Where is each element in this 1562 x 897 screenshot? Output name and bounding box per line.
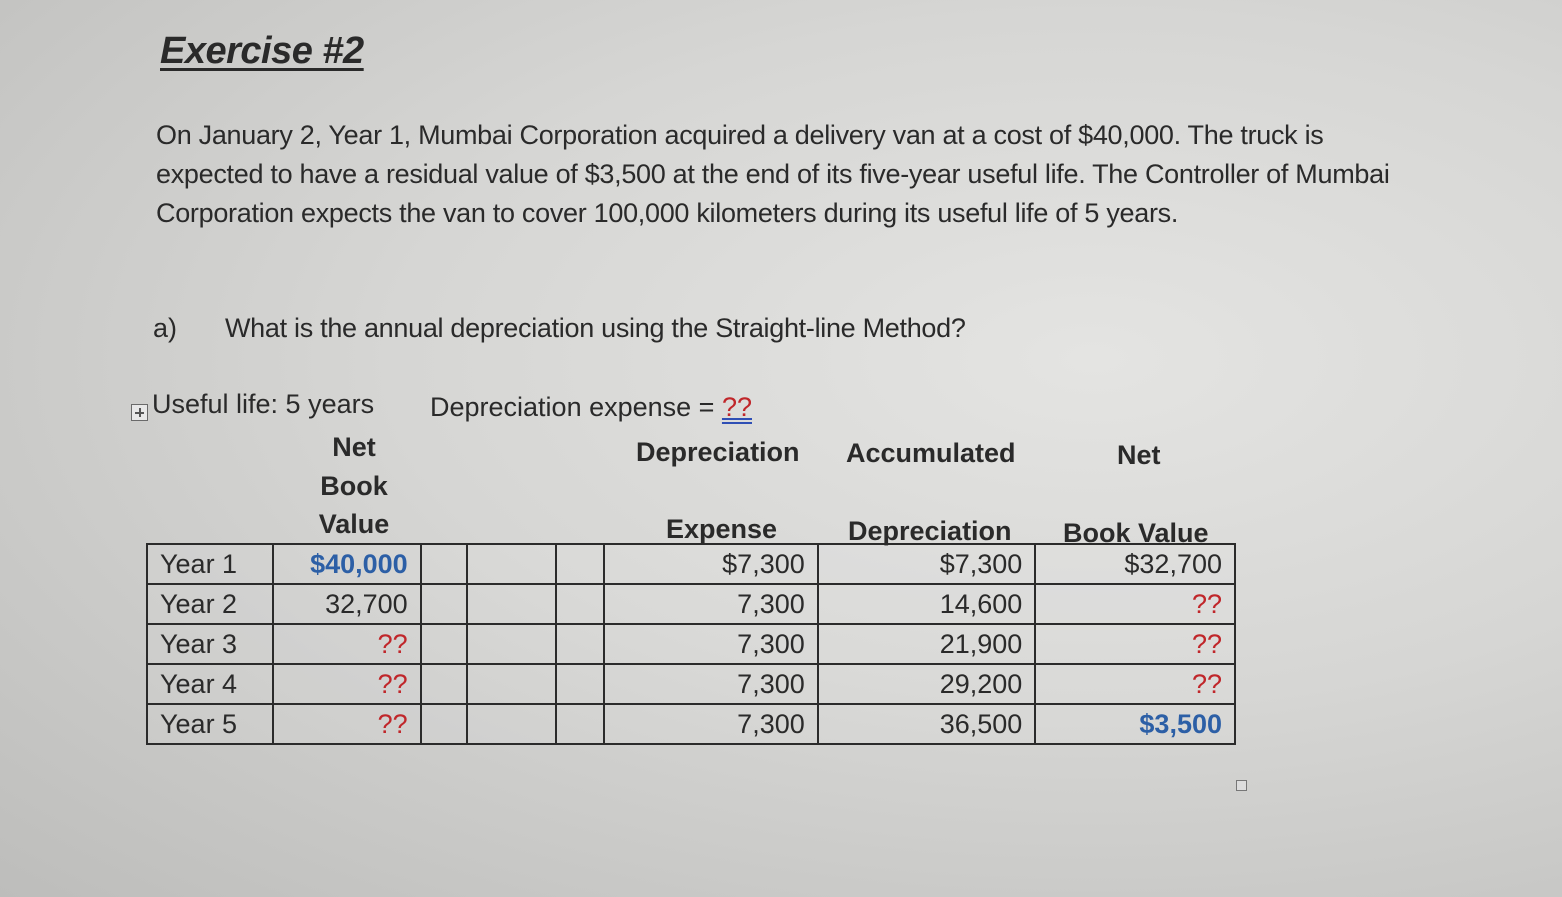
net-book-value-start-cell[interactable]: ?? bbox=[273, 704, 421, 744]
empty-cell[interactable] bbox=[421, 584, 467, 624]
table-row bbox=[147, 704, 1235, 744]
net-book-value-start-cell[interactable]: ?? bbox=[273, 624, 421, 664]
table-row bbox=[147, 584, 1235, 624]
header-nbv-line1: Net bbox=[332, 432, 376, 462]
net-book-value-end-cell[interactable]: $3,500 bbox=[1035, 704, 1235, 744]
year-cell[interactable]: Year 2 bbox=[147, 584, 273, 624]
net-book-value-start-cell[interactable]: 32,700 bbox=[273, 584, 421, 624]
equals-sign: = bbox=[691, 392, 722, 422]
net-book-value-start-cell[interactable]: $40,000 bbox=[273, 544, 421, 584]
header-nbv-line3: Value bbox=[318, 509, 390, 539]
empty-cell[interactable] bbox=[467, 704, 557, 744]
depreciation-schedule-table bbox=[146, 543, 1236, 745]
year-cell[interactable]: Year 1 bbox=[147, 544, 273, 584]
empty-cell[interactable] bbox=[467, 544, 557, 584]
header-accumulated-line2: Depreciation bbox=[848, 516, 1012, 546]
empty-cell[interactable] bbox=[467, 624, 557, 664]
empty-cell[interactable] bbox=[467, 584, 557, 624]
net-book-value-end-cell[interactable]: ?? bbox=[1035, 584, 1235, 624]
question-text: What is the annual depreciation using the Straight-line Method? bbox=[225, 313, 966, 343]
year-cell[interactable]: Year 3 bbox=[147, 624, 273, 664]
table-row bbox=[147, 664, 1235, 704]
empty-cell[interactable] bbox=[421, 664, 467, 704]
useful-life-label: Useful life: 5 years bbox=[152, 389, 375, 419]
depreciation-expense-value: ?? bbox=[721, 392, 752, 422]
question-label: a) bbox=[153, 313, 178, 343]
empty-cell[interactable] bbox=[556, 584, 604, 624]
empty-cell[interactable] bbox=[421, 544, 467, 584]
accumulated-depreciation-cell[interactable]: 14,600 bbox=[818, 584, 1036, 624]
accumulated-depreciation-cell[interactable]: 29,200 bbox=[818, 664, 1036, 704]
net-book-value-end-cell[interactable]: ?? bbox=[1035, 624, 1235, 664]
accumulated-depreciation-cell[interactable]: $7,300 bbox=[818, 544, 1036, 584]
depreciation-expense-cell[interactable]: 7,300 bbox=[604, 624, 818, 664]
expand-icon[interactable] bbox=[131, 404, 148, 421]
net-book-value-end-cell[interactable]: $32,700 bbox=[1035, 544, 1235, 584]
table-row bbox=[147, 624, 1235, 664]
table-resize-handle[interactable] bbox=[1236, 780, 1247, 791]
empty-cell[interactable] bbox=[421, 704, 467, 744]
empty-cell[interactable] bbox=[467, 664, 557, 704]
header-accumulated-line1: Accumulated bbox=[846, 438, 1016, 468]
empty-cell[interactable] bbox=[421, 624, 467, 664]
empty-cell[interactable] bbox=[556, 624, 604, 664]
page-title: Exercise #2 bbox=[160, 30, 364, 72]
accumulated-depreciation-cell[interactable]: 36,500 bbox=[818, 704, 1036, 744]
table-row bbox=[147, 544, 1235, 584]
empty-cell[interactable] bbox=[556, 544, 604, 584]
empty-cell[interactable] bbox=[556, 664, 604, 704]
depreciation-expense-label: Depreciation expense bbox=[430, 392, 692, 422]
depreciation-expense-formula bbox=[430, 392, 752, 423]
depreciation-expense-cell[interactable]: 7,300 bbox=[604, 664, 818, 704]
net-book-value-start-cell[interactable]: ?? bbox=[273, 664, 421, 704]
header-depreciation-line2: Expense bbox=[666, 514, 778, 544]
header-net-line2: Book Value bbox=[1063, 518, 1209, 548]
depreciation-expense-cell[interactable]: 7,300 bbox=[604, 584, 818, 624]
problem-statement: On January 2, Year 1, Mumbai Corporation acquired a delivery van at a cost of $40,000. The truck is expected to have a residual value of $3,500 at the end of its five-year useful life. The Controller of Mumbai Corporation expects the van to cover 100,000 kilometers during its useful life of 5 years. bbox=[156, 120, 1390, 228]
year-cell[interactable]: Year 4 bbox=[147, 664, 273, 704]
header-nbv-line2: Book bbox=[320, 471, 388, 501]
year-cell[interactable]: Year 5 bbox=[147, 704, 273, 744]
header-depreciation-line1: Depreciation bbox=[636, 437, 800, 467]
empty-cell[interactable] bbox=[556, 704, 604, 744]
header-net-line1: Net bbox=[1117, 440, 1161, 470]
net-book-value-end-cell[interactable]: ?? bbox=[1035, 664, 1235, 704]
depreciation-expense-cell[interactable]: 7,300 bbox=[604, 704, 818, 744]
depreciation-expense-cell[interactable]: $7,300 bbox=[604, 544, 818, 584]
accumulated-depreciation-cell[interactable]: 21,900 bbox=[818, 624, 1036, 664]
